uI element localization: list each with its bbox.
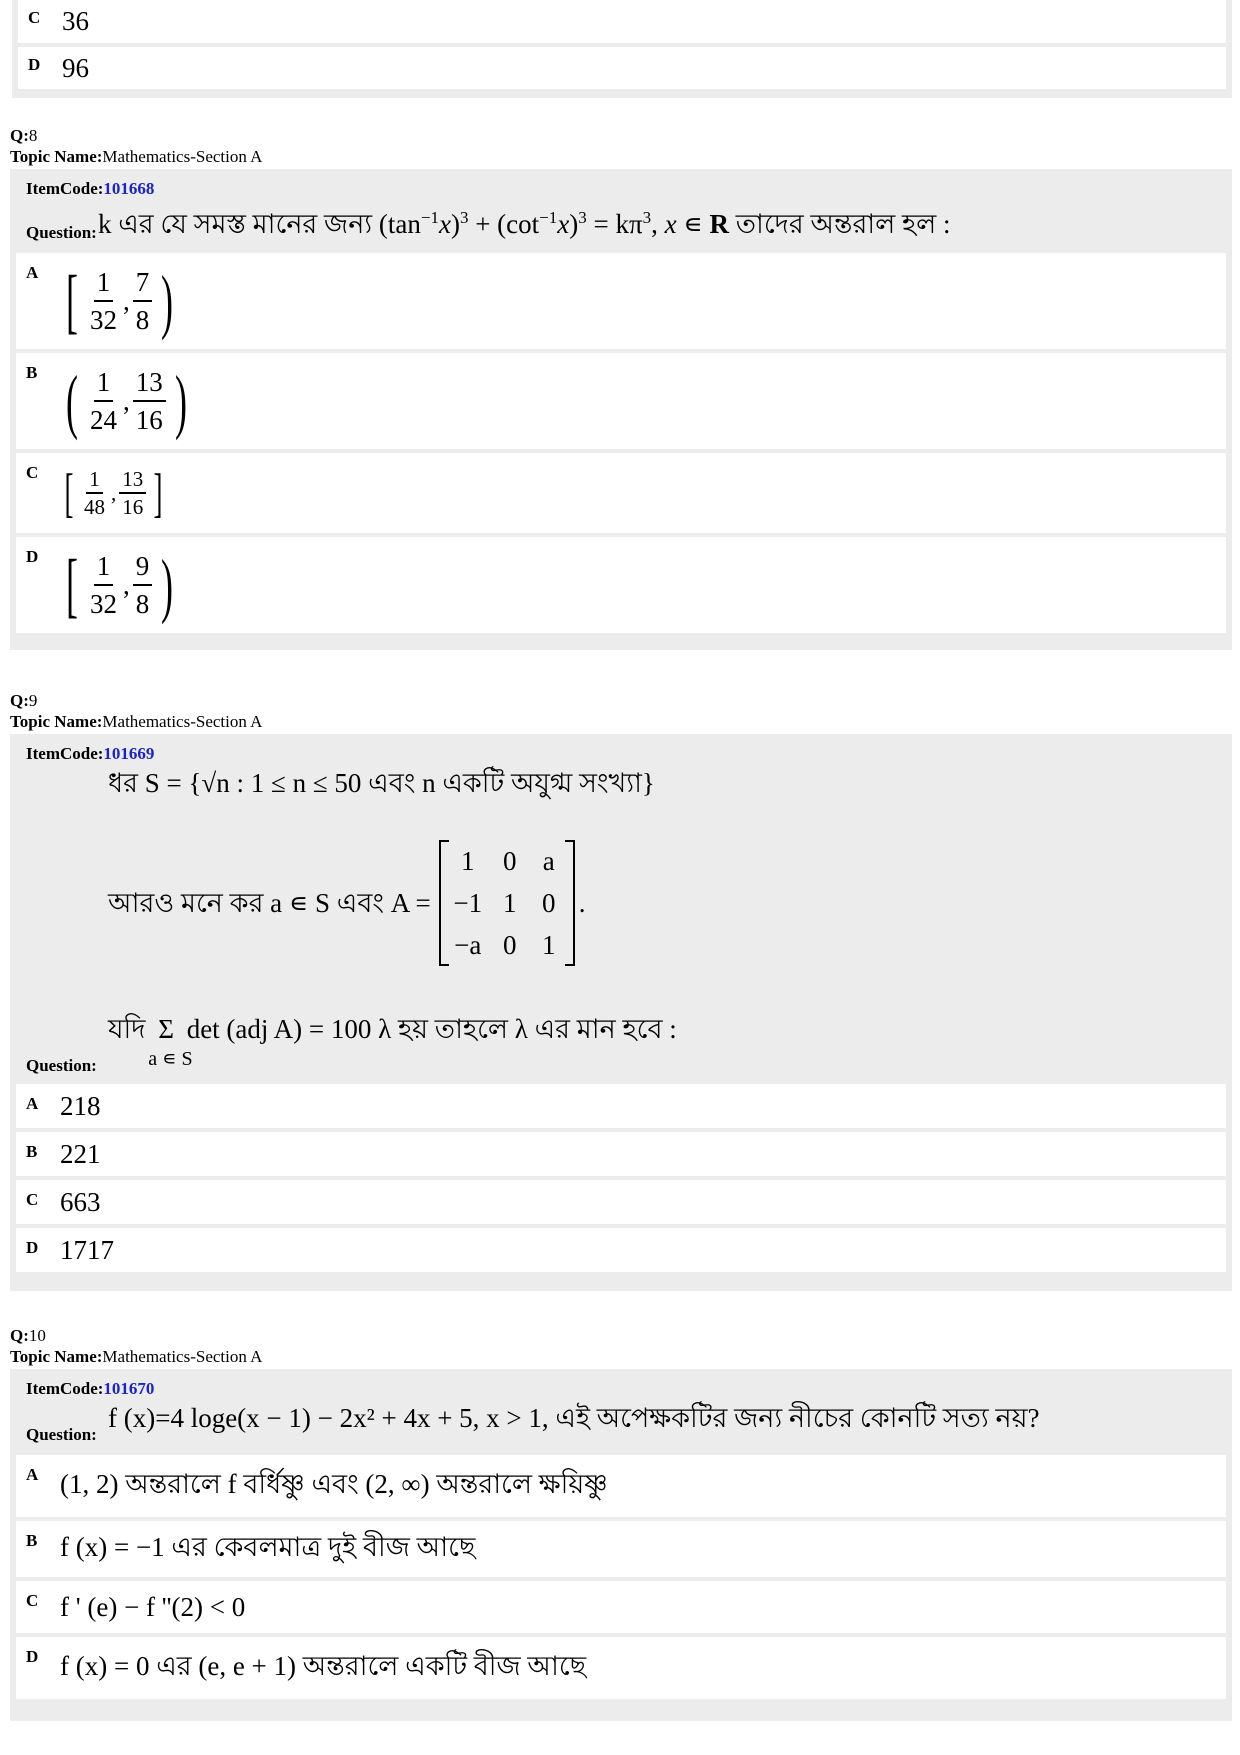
option-row[interactable]: [16, 1581, 1226, 1633]
option-value: 663: [60, 1186, 101, 1217]
option-row[interactable]: [18, 0, 1226, 43]
option-row[interactable]: [16, 1455, 1226, 1517]
option-label: A: [26, 1465, 39, 1484]
option-row[interactable]: [16, 1084, 1226, 1128]
option-label: D: [26, 1238, 39, 1257]
option-row[interactable]: [16, 1637, 1226, 1699]
option-label: B: [26, 363, 38, 382]
option-label: D: [28, 55, 41, 74]
option-value: f (x) = 0 এর (e, e + 1) অন্তরালে একটি বীজ আছে: [60, 1650, 587, 1681]
option-label: D: [26, 1647, 39, 1666]
option-label: A: [26, 263, 39, 282]
option-value: 218: [60, 1090, 101, 1121]
option-row[interactable]: [16, 453, 1226, 533]
option-value: 221: [60, 1138, 101, 1169]
option-value: (1, 2) অন্তরালে f বর্ধিষ্ণু এবং (2, ∞) অন্তরালে ক্ষয়িষ্ণু: [60, 1468, 608, 1499]
option-label: A: [26, 1094, 39, 1113]
option-row[interactable]: [16, 1521, 1226, 1577]
option-row[interactable]: [16, 537, 1226, 633]
option-row[interactable]: [16, 353, 1226, 449]
question-text: Question: k এর যে সমস্ত মানের জন্য $(\tan^{-1}x)^3 + (\cot^{-1}x)^3 = k\pi^3$, x ∊ R তাদের অন্তরাল হল :: [26, 208, 951, 242]
option-value: ( $\frac{1}{24}$ , $\frac{13}{16}$ ): [65, 361, 187, 441]
question-text: Question: f (x)=4 loge(x − 1) − 2x² + 4x + 5, x > 1, এই অপেক্ষকটির জন্য নীচের কোনটি সত্য নয়?: [26, 1403, 1040, 1444]
option-value: 1717: [60, 1234, 114, 1265]
option-value: [ $\frac{1}{48}$ , $\frac{13}{16}$ ]: [64, 463, 163, 523]
item-code: ItemCode:101670: [26, 1379, 155, 1398]
option-row[interactable]: [18, 47, 1226, 89]
option-label: D: [26, 547, 39, 566]
question-9: [10, 690, 1232, 1291]
option-label: C: [26, 1190, 39, 1209]
prev-question-options: [12, 0, 1232, 98]
option-label: C: [28, 8, 41, 27]
matrix-A: 1 0 a −1 1 0 −a 0 1: [439, 840, 575, 966]
option-row[interactable]: [16, 253, 1226, 349]
item-code: ItemCode:101668: [26, 179, 155, 198]
option-row[interactable]: [16, 1132, 1226, 1176]
topic-name: Topic Name:Mathematics-Section A: [10, 712, 263, 731]
question-10: [10, 1325, 1232, 1721]
option-value: f (x) = −1 এর কেবলমাত্র দুই বীজ আছে: [60, 1531, 476, 1562]
question-text: ধর S = {√n : 1 ≤ n ≤ 50 এবং n একটি অযুগ্ম সংখ্যা} আরও মনে কর a ∊ S এবং A = 1 0 a −1 1 0 −a 0 1 . যদি Σ a ∊ S det (adj A) = 100 λ হয় তাহলে λ এর মান হবে : Question:: [26, 768, 677, 1075]
option-row[interactable]: [16, 1228, 1226, 1272]
option-label: C: [26, 463, 39, 482]
question-number: Q:9: [10, 691, 38, 710]
option-value: [ $\frac{1}{32}$ , $\frac{7}{8}$ ): [65, 261, 174, 341]
option-label: C: [26, 1591, 39, 1610]
question-number: Q:10: [10, 1326, 46, 1345]
option-value: 96: [62, 52, 89, 83]
topic-name: Topic Name:Mathematics-Section A: [10, 147, 263, 166]
option-value: f ' (e) − f ''(2) < 0: [60, 1591, 246, 1622]
option-label: B: [26, 1531, 38, 1550]
option-value: [ $\frac{1}{32}$ , $\frac{9}{8}$ ): [65, 545, 174, 625]
item-code: ItemCode:101669: [26, 744, 155, 763]
option-value: 36: [62, 6, 89, 36]
topic-name: Topic Name:Mathematics-Section A: [10, 1347, 263, 1366]
option-label: B: [26, 1142, 38, 1161]
option-row[interactable]: [16, 1180, 1226, 1224]
question-8: [10, 125, 1232, 650]
question-number: Q:8: [10, 126, 38, 145]
